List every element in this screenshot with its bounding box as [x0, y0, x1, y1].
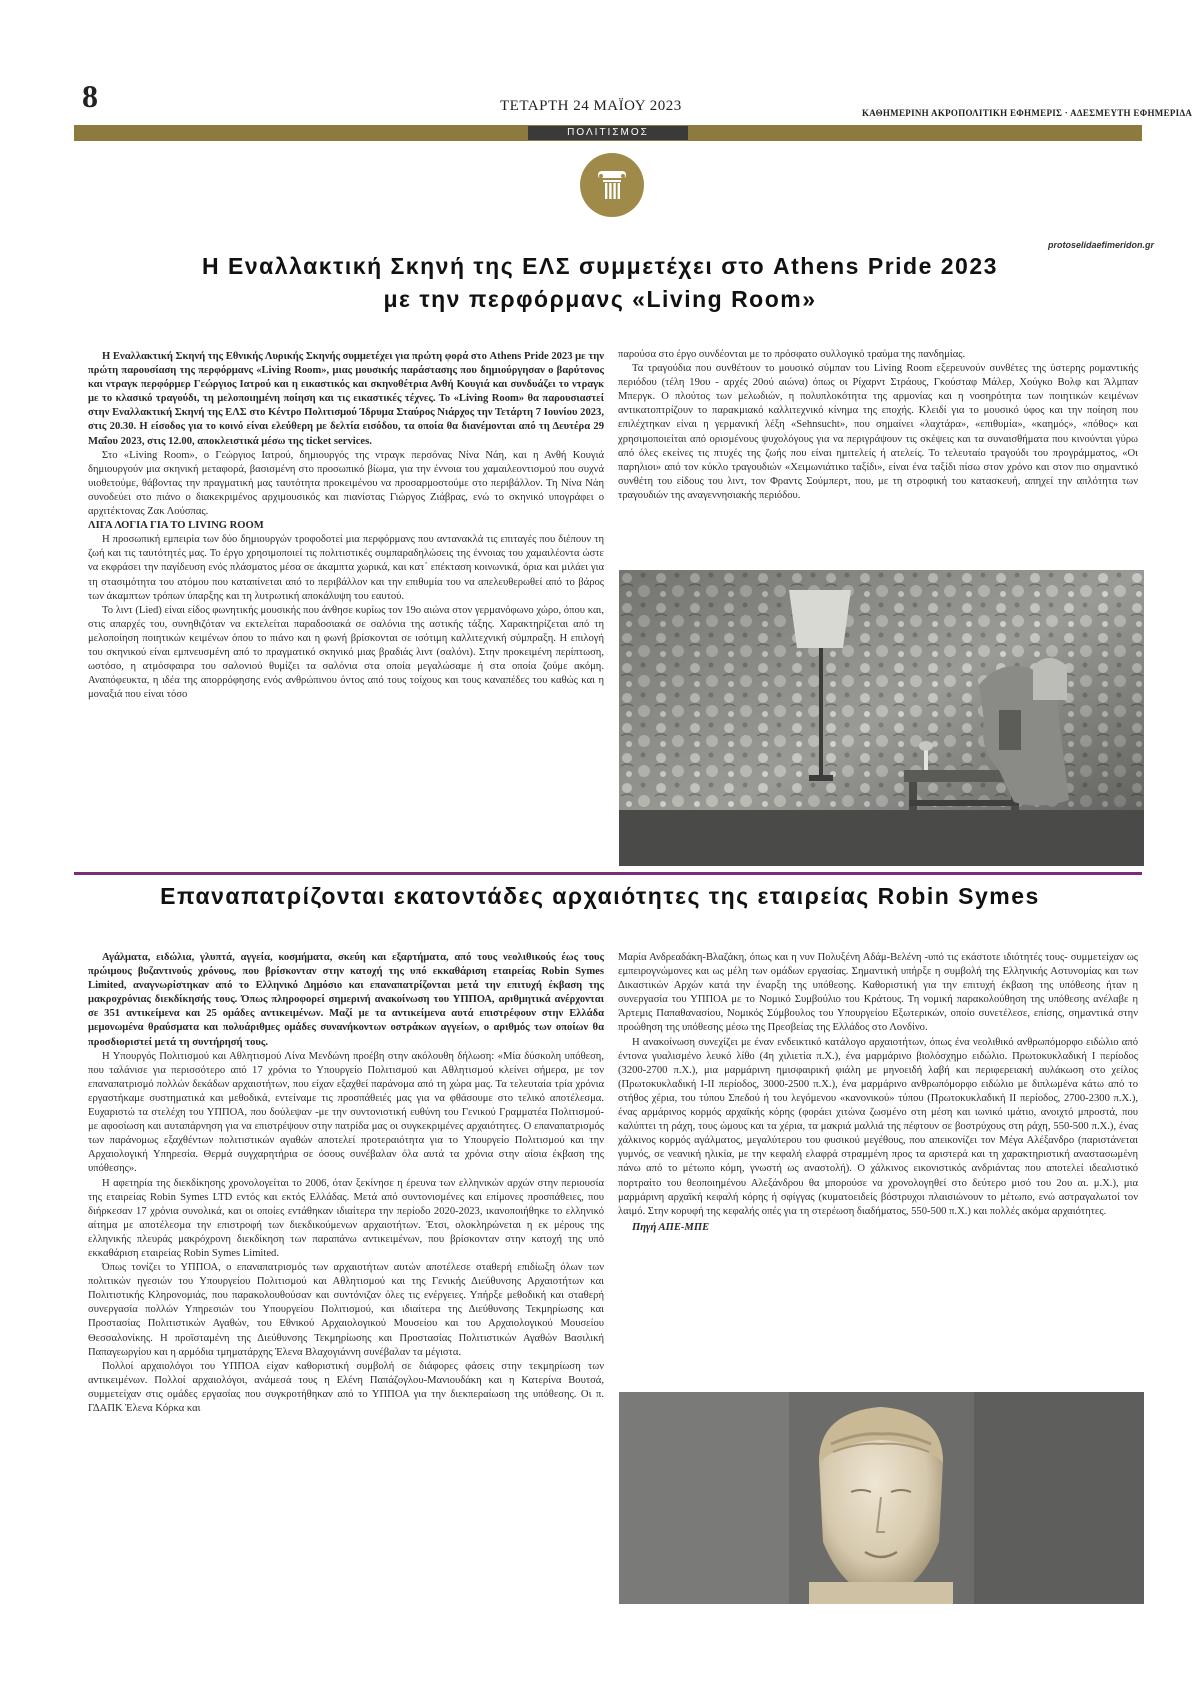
article2-headline: Επαναπατρίζονται εκατοντάδες αρχαιότητες της εταιρείας Robin Symes — [160, 883, 1040, 909]
article1-lead: Η Εναλλακτική Σκηνή της Εθνικής Λυρικής Σκηνής συμμετέχει για πρώτη φορά στο Athens Pride 2023 με την πρώτη παρουσίαση της περφόρμανς «Living Room», μιας μουσικής παράστασης που δημιούργησαν ο βαρύτονος και ντραγκ περφόρμερ Γεώργιος Ιατρού και η εικαστικός και σκηνοθέτρια Ανθή Κουγιά και συνδυάζει το ντραγκ με το κλασικό τραγούδι, τη μελοποιημένη ποίηση και τις εικαστικές τέχνες. Το «Living Room» θα παρουσιαστεί στην Εναλλακτική Σκηνή της ΕΛΣ στο Κέντρο Πολιτισμού Ίδρυμα Σταύρος Νιάρχος την Τετάρτη 7 Ιουνίου 2023, στις 20.30. Η είσοδος για το κοινό είναι ελεύθερη με δελτία εισόδου, τα οποία θα διανέμονται από τη Δευτέρα 29 Μαΐου 2023, στις 12.00, αποκλειστικά μέσω της ticket services. — [88, 351, 604, 447]
article1-paragraph: παρούσα στο έργο συνδέονται με το πρόσφατο συλλογικό τραύμα της πανδημίας. — [618, 349, 966, 360]
article1-column-left — [88, 350, 604, 702]
article2-paragraph: Μαρία Ανδρεαδάκη-Βλαζάκη, όπως και η νυν Πολυξένη Αδάμ-Βελένη -υπό τις εκάστοτε ιδιότητές τους- συμμετείχαν ως εμπειρογνώμονες και ως μέλη των ομάδων εργασίας. Σημαντική υπήρξε η συμβολή της Ελληνικής Αστυνομίας και των Δικαστικών Αρχών κατά την έναρξη της υπόθεσης. Καθοριστική για την επιτυχή έκβαση της υπόθεσης ήταν η συνεργασία του ΥΠΠΟΑ με το Νομικό Συμβούλιο του Κράτους. Τη νομική παρακολούθηση της υπόθεσης ανέλαβε η Άρτεμις Παπαθανασίου, Νομικός Σύμβουλος του Υπουργείου Εξωτερικών, οποίο συνετέλεσε, επίσης, σημαντικά στην προώθηση της υπόθεσης μέσω της Πρεσβείας της Ελλάδος στο Λονδίνο. — [618, 952, 1138, 1034]
article2-paragraph: Η Υπουργός Πολιτισμού και Αθλητισμού Λίνα Μενδώνη προέβη στην ακόλουθη δήλωση: «Μία δύσκολη υπόθεση, που ταλάνισε για περισσότερο από 17 χρόνια το Υπουργείο Πολιτισμού και Αθλητισμού κλείνει σήμερα, με τον επαναπατρισμό πολλών δεκάδων αρχαιοτήτων, που είχαν εξαχθεί παράνομα από τη χώρα μας. Τα τελευταία τρία χρόνια εργαστήκαμε συστηματικά και μεθοδικά, εντείναμε τις προσπάθειές μας για να φθάσουμε στο τελικό αποτέλεσμα. Ευχαριστώ τα στελέχη του ΥΠΠΟΑ, που δούλεψαν -με την συντονιστική ευθύνη του Γενικού Γραμματέα Πολιτισμού- με αφοσίωση και αυταπάρνηση για να επιστρέψουν στην πατρίδα μας οι συγκεκριμένες αρχαιότητες. Ο επαναπατρισμός των παράνομως εξαχθέντων πολιτιστικών αγαθών αποτελεί προτεραιότητα για το Υπουργείο Πολιτισμού και την Αρχαιολογική Υπηρεσία. Θερμά συγχαρητήρια σε όσους συνέβαλαν όλα αυτά τα χρόνια στην αίσια έκβαση της υπόθεσης». — [88, 1050, 604, 1175]
article1-paragraph: Στο «Living Room», ο Γεώργιος Ιατρού, δημιουργός της ντραγκ περσόνας Νίνα Νάη, και η Ανθή Κουγιά δημιουργούν μια σκηνική μεταφορά, βασισμένη στο προσωπικό βίωμα, για την έννοια του χαμαιλεοντισμού που συχνά υιοθετούμε, θάβοντας την πραγματική μας ταυτότητα προκειμένου να προσαρμοστούμε στο περιβάλλον. Τη Νίνα Νάη συνοδεύει στο πιάνο ο διακεκριμένος αρχιμουσικός και πιανίστας Γιώργος Ζιάβρας, ενώ το σκηνικό υπογράφει ο αρχιτέκτονας Ζακ Λούσπας. — [88, 449, 604, 518]
article2-paragraph: Πολλοί αρχαιολόγοι του ΥΠΠΟΑ είχαν καθοριστική συμβολή σε διάφορες φάσεις στην τεκμηρίωση των αντικειμένων. Πολλοί αρχαιολόγοι, ανάμεσά τους η Ελένη Παπάζογλου-Μανιουδάκη και η Κατερίνα Βουτσά, συμμετείχαν στις ομάδες εργασίας που συγκροτήθηκαν από το ΥΠΠΟΑ για την διεκπεραίωση της υπόθεσης. Οι π. ΓΔΑΠΚ Έλενα Κόρκα και — [88, 1360, 604, 1414]
article1-paragraph: Η προσωπική εμπειρία των δύο δημιουργών τροφοδοτεί μια περφόρμανς που αντανακλά τις επιταγές που διέπουν τη ζωή και τις ταυτότητές μας. Το έργο χρησιμοποιεί τις πολιτιστικές συμπαραδηλώσεις της έννοιας του χαμαιλέοντα ώστε να εκφράσει την παγίδευση ενός πλάσματος μέσα σε άκαμπτα χωρικά, και κατ΄ επέκταση κοινωνικά, όρια και μιλάει για τη στασιμότητα του ατόμου που καταπίνεται από το περιβάλλον και την επιθυμία του να απελευθερωθεί από το βάρος των άκαμπτων τρόπων ύπαρξης και τη λυτρωτική αποκάλυψη του εαυτού. — [88, 534, 604, 602]
article2-column-right — [618, 951, 1138, 1235]
kore-head-photo — [619, 1392, 1144, 1604]
living-room-photo — [619, 570, 1144, 866]
article2-credit: Πηγή ΑΠΕ-ΜΠΕ — [632, 1221, 710, 1233]
article2-paragraph: Η ανακοίνωση συνεχίζει με έναν ενδεικτικό κατάλογο αρχαιοτήτων, όπως ένα νεολιθικό ανθρωπόμορφο ειδώλιο από έντονα γυαλισμένο λευκό λίθο (4η χιλιετία π.Χ.), ένα μαρμάρινο βιολόσχημο ειδώλιο. Πρωτοκυκλαδική Ι περίοδος (3200-2700 π.Χ.), μια μαρμάρινη ημισφαιρική φιάλη με μηνοειδή λαβή και περιφερειακή αυλάκωση στο χείλος (Πρωτοκυκλαδική Ι-ΙΙ περίοδος, 3000-2500 π.Χ.), ένα μαρμάρινο ανθρωπόμορφο ειδώλιο με διπλωμένα κάτω από το στήθος χέρια, του τύπου Σπεδού ή του λεγόμενου «κανονικού» τύπου (Πρωτοκυκλαδική ΙΙ περίοδος, 2700-2300 π.Χ.), ένας αρμάρινος κορμός αρχαϊκής κόρης (φοράει χιτώνα ζωσμένο στη μέση και ιωνικό ιμάτιο, ανοιχτό μπροστά, που καλύπτει τη ράχη, τους ώμους και τα χέρια, τα μακριά μαλλιά της πέφτουν σε βοστρύχους στη ράχη, 550-500 π.Χ.), ένας χάλκινος κορμός αγάλματος, μεγαλύτερου του φυσικού μεγέθους, που απεικονίζει τον Μέγα Αλέξανδρο (παριστάνεται γυμνός, σε νεανική ηλικία, με την κεφαλή ελαφρά στραμμένη προς τα αριστερά και τη χαρακτηριστική αναστασωμένη πάνω από το μέτωπο κόμη, γνωστή ως αναστολή). Ο χάλκινος εικονιστικός ανδριάντας που αποτελεί ιδεαλιστικό πορτραίτο του θεοποιημένου Αλεξάνδρου θα μπορούσε να χρονολογηθεί στο δεύτερο μισό του 2ου αι. μ.Χ.), μια μαρμάρινη αρχαϊκή κεφαλή κόρης ή σφίγγας (κυματοειδείς βόστρυχοι πλαισιώνουν το μέτωπο, ενώ αστραγαλωτοί τον λαιμό. Στην κορυφή της κεφαλής οπές για τη στερέωση διαδήματος, 550-500 π.Χ.) και πολλές ακόμα αρχαιότητες. — [618, 1036, 1138, 1217]
article1-headline — [150, 250, 1050, 316]
article1-subhead: ΛΙΓΑ ΛΟΓΙΑ ΓΙΑ ΤΟ LIVING ROOM — [88, 520, 264, 532]
issue-date: ΤΕΤΑΡΤΗ 24 ΜΑΪΟΥ 2023 — [500, 98, 682, 114]
article2-paragraph: Όπως τονίζει το ΥΠΠΟΑ, ο επαναπατρισμός των αρχαιοτήτων αυτών αποτέλεσε σταθερή επιδίωξη όλων των πολιτικών ηγεσιών του Υπουργείου Πολιτισμού και Αθλητισμού και της Γενικής Διεύθυνσης Αρχαιοτήτων και Πολιτιστικής Κληρονομιάς, που παρακολουθούσαν και συντόνιζαν όλες τις ενέργειες. Υπήρξε μεθοδική και σταθερή συνεργασία πολλών Υπηρεσιών του Υπουργείου Πολιτισμού, και ιδιαίτερα της Διεύθυνσης Τεκμηρίωσης και Προστασίας Πολιτιστικών Αγαθών, του Εθνικού Αρχαιολογικού Μουσείου και του Αρχαιολογικού Μουσείου Θεσσαλονίκης. Η προϊσταμένη της Διεύθυνσης Τεκμηρίωσης και Προστασίας Πολιτιστικών Αγαθών Βασιλική Παπαγεωργίου και η αρμόδια τμηματάρχης Έλενα Βλαχογιάννη συνέβαλαν τα μέγιστα. — [88, 1262, 604, 1358]
column-capital-icon-graphic — [592, 165, 632, 205]
article1-headline-line2: με την περφόρμανς «Living Room» — [383, 286, 817, 312]
article1-column-right — [618, 348, 1138, 503]
article1-paragraph: Τα τραγούδια που συνθέτουν το μουσικό σύμπαν του Living Room εξερευνούν συνθέτες της ύστερης ρομαντικής περιόδου (τέλη 19ου - αρχές 20ού αιώνα) όπως οι Ρίχαρντ Στράους, Γκούσταφ Μάλερ, Χούγκο Βολφ και Άλμπαν Μπεργκ. Ο πλούτος των μελωδιών, η πολυπλοκότητα της αρμονίας και η νοσηρότητα των ποιητικών κειμένων αντικατοπτρίζουν το παρακμιακό καλλιτεχνικό κίνημα της εποχής. Κλειδί για το μουσικό ύφος και την ποίηση που επιλέχτηκαν είναι η γερμανική λέξη «Sehnsucht», που σημαίνει «λαχτάρα», «επιθυμία», «καημός», «πόθος» και χρησιμοποιείται από ορισμένους ψυχολόγους για να περιγράψουν τις σκέψεις και τα συναισθήματα που κινούνται γύρω από όλες εκείνες τις πτυχές της ζωής που είναι ημιτελείς ή ατελείς. Το τελευταίο τραγούδι του προγράμματος, «Οι παρηλιοι» από τον κύκλο τραγουδιών «Χειμωνιάτικο ταξίδι», είναι ένα ταξίδι πίσω στον χρόνο και στον πιο σημαντικό συνθέτη του είδους του λιντ, τον Φραντς Σούμπερτ, που, με τη στροφική του κατασκευή, απηχεί την απλότητα των τραγουδιών της αναγεννησιακής περιόδου. — [618, 363, 1138, 501]
page-number: 8 — [82, 78, 98, 114]
article1-headline-line1: Η Εναλλακτική Σκηνή της ΕΛΣ συμμετέχει στο Athens Pride 2023 — [202, 253, 998, 279]
masthead: ΚΑΘΗΜΕΡΙΝΗ ΑΚΡΟΠΟΛΙΤΙΚΗ ΕΦΗΜΕΡΙΣ · ΑΔΕΣΜΕΥΤΗ ΕΦΗΜΕΡΙΔΑ — [862, 108, 1193, 118]
section-label: ΠΟΛΙΤΙΣΜΟΣ — [528, 126, 688, 140]
article2-column-left — [88, 951, 604, 1416]
article2-lead: Αγάλματα, ειδώλια, γλυπτά, αγγεία, κοσμήματα, σκεύη και εξαρτήματα, από τους νεολιθικούς έως τους πρώιμους βυζαντινούς χρόνους, που βρίσκονταν στην κατοχή της υπό εκκαθάριση εταιρείας Robin Symes Limited, αναγνωρίστηκαν από το Ελληνικό Δημόσιο και επαναπατρίζονται μετά την επιτυχή έκβαση της μακροχρόνιας διεκδίκησής τους. Όπως πληροφορεί σημερινή ανακοίνωση του ΥΠΠΟΑ, αριθμητικά ανέρχονται σε 351 αντικείμενα και 25 ομάδες αντικειμένων. Μαζί με τα αντικείμενα αυτά επιστρέφουν στην Ελλάδα μεμονωμένα θραύσματα και πολυάριθμες ομάδες συνανήκοντων οστράκων αγγείων, ο αριθμός των οποίων θα προσδιοριστεί μετά τη συντήρησή τους. — [88, 952, 604, 1048]
column-capital-icon — [580, 153, 644, 217]
article1-paragraph: Το λιντ (Lied) είναι είδος φωνητικής μουσικής που άνθησε κυρίως τον 19ο αιώνα στον γερμανόφωνο χώρο, όπου και, στις απαρχές του, συνηθιζόταν να εκτελείται παραδοσιακά σε σαλόνια της αστικής τάξης. Χαρακτηρίζεται από τη μελοποίηση ποιητικών κειμένων όπου το πιάνο και η φωνή βρίσκονται σε ισότιμη καλλιτεχνική σύμπραξη. Η επιλογή του σκηνικού είναι εμπνευσμένη από το πραγματικό σκηνικό μιας βραδιάς λιντ (σαλόνι). Στην προκειμένη περίπτωση, ωστόσο, η ατμόσφαιρα του σαλονιού θυμίζει τα σαλόνια στα οποία μεγαλώσαμε ή στα οποία ζούμε ακόμη. Αναπόφευκτα, η ιδέα της απορρόφησης ενός ανθρώπινου όντος από τους τοίχους και τους καναπέδες του καθώς και η μοναξιά που είναι τόσο — [88, 604, 604, 701]
article-divider — [74, 872, 1142, 875]
article2-paragraph: Η αφετηρία της διεκδίκησης χρονολογείται το 2006, όταν ξεκίνησε η έρευνα των ελληνικών αρχών στην περιουσία της εταιρείας Robin Symes LTD εντός και εκτός Ελλάδας. Μετά από συντονισμένες και επίμονες προσπάθειες, που διήρκεσαν 17 χρόνια συνολικά, και οι οποίες εντάθηκαν ιδιαίτερα την περίοδο 2020-2023, ικανοποιήθηκε το ελληνικό αίτημα με αποτέλεσμα την επιστροφή των διεκδικούμενων αρχαιοτήτων. Έτσι, ολοκληρώνεται η εκ μέρους της ελληνικής πλευράς μακρόχρονη διεκδίκηση των παραπάνω αντικειμένων, που βρίσκονταν στην κατοχή της υπό εκκαθάριση εταιρείας Robin Symes Limited. — [88, 1177, 604, 1259]
source-tag: protoselidaefimeridon.gr — [1048, 240, 1155, 250]
